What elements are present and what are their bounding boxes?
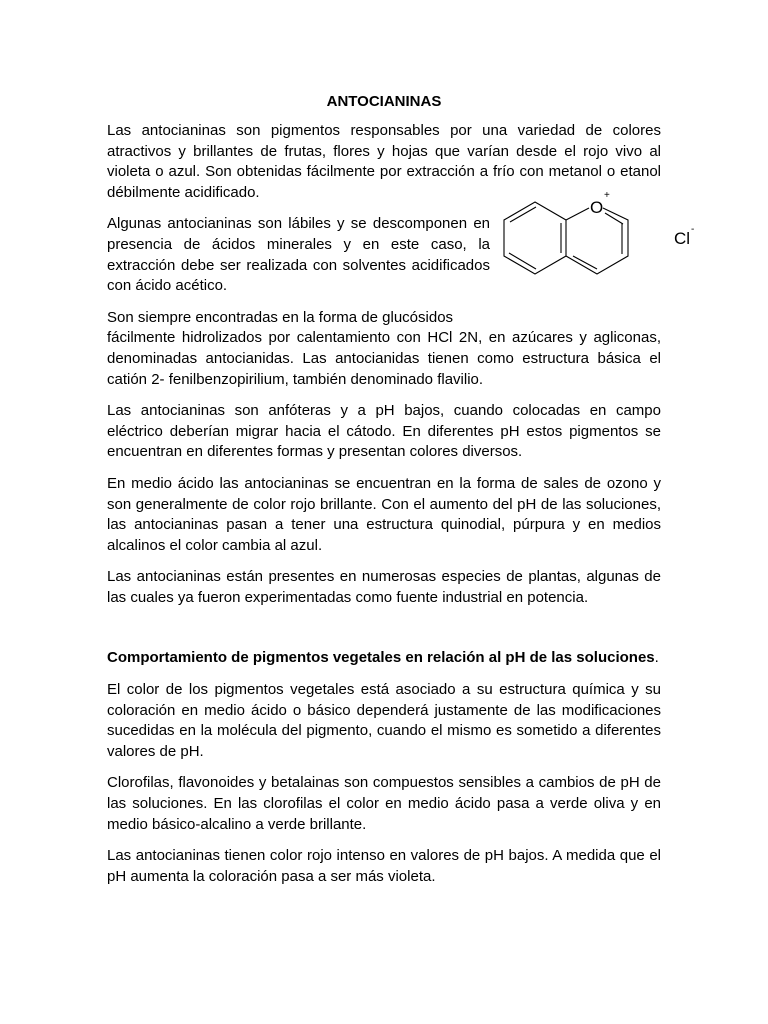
oxygen-label: O bbox=[590, 198, 604, 217]
counterion-label: Cl bbox=[674, 229, 691, 248]
paragraph-chlorophyll: Clorofilas, flavonoides y betalainas son compuestos sensibles a cambios de pH de las soluciones. En las clorofilas el color en medio ácido pasa a verde oliva y en medio básico-alcalino a verde brillante. bbox=[107, 774, 661, 833]
paragraph-intro: Las antocianinas son pigmentos responsables por una variedad de colores atractivos y brillantes de frutas, flores y hojas que varían desde el rojo vivo al violeta o azul. Son obtenidas fácilmente por extracción a frío con metanol o etanol débilmente acidificado. bbox=[107, 122, 661, 201]
paragraph-glucosides-rest: fácilmente hidrolizados por calentamiento con HCl 2N, en azúcares y agliconas, denominadas antocianidas. Las antocianidas tienen como estructura básica el catión 2- fenilbenzopirilium, también denominado flavilio. bbox=[107, 329, 661, 388]
document-title: ANTOCIANINAS bbox=[326, 93, 442, 110]
paragraph-amphoteric: Las antocianinas son anfóteras y a pH bajos, cuando colocadas en campo eléctrico deberían migrar hacia el cátodo. En diferentes pH estos pigmentos se encuentran en diferentes formas y presentan colores diversos. bbox=[107, 402, 661, 461]
oxygen-charge: + bbox=[604, 190, 610, 201]
paragraph-acid-medium: En medio ácido las antocianinas se encuentran en la forma de sales de ozono y son generalmente de color rojo brillante. Con el aumento del pH de las soluciones, las antocianinas pasan a tener una estructura quinodial, púrpura y en medios alcalinos el color cambia al azul. bbox=[107, 474, 661, 554]
flavylium-structure-svg bbox=[501, 188, 701, 303]
pyrylium-bond-c-o bbox=[566, 208, 589, 220]
document-page bbox=[107, 92, 695, 898]
paragraph-glucosides-line1: Son siempre encontradas en la forma de glucósidos bbox=[107, 308, 454, 326]
paragraph-labile: Algunas antocianinas son lábiles y se descomponen en presencia de ácidos minerales y en este caso, la extracción debe ser realizada con solventes acidificados con ácido acético. bbox=[107, 215, 490, 295]
paragraph-color-structure: El color de los pigmentos vegetales está asociado a su estructura química y su coloración en medio ácido o básico dependerá justamente de las modificaciones sucedidas en la molécula del pigmento, cuando el mismo es sometido a diferentes valores de pH. bbox=[107, 681, 661, 760]
paragraph-glucosides bbox=[107, 308, 661, 390]
counterion-charge: - bbox=[691, 224, 695, 235]
paragraph-anthocyanin-ph: Las antocianinas tienen color rojo intenso en valores de pH bajos. A medida que el pH aumenta la coloración pasa a ser más violeta. bbox=[107, 847, 661, 885]
paragraph-plants: Las antocianinas están presentes en numerosas especies de plantas, algunas de las cuales ya fueron experimentadas como fuente industrial en potencia. bbox=[107, 568, 661, 606]
benzene-ring bbox=[504, 202, 566, 274]
pyrylium-ring bbox=[566, 208, 628, 274]
section2-heading bbox=[107, 648, 661, 669]
section2-heading-text: Comportamiento de pigmentos vegetales en relación al pH de las soluciones bbox=[107, 649, 655, 667]
section2-heading-suffix: . bbox=[654, 649, 659, 667]
flavylium-structure-diagram bbox=[501, 188, 701, 303]
pyrylium-double-bond-2 bbox=[605, 213, 623, 224]
